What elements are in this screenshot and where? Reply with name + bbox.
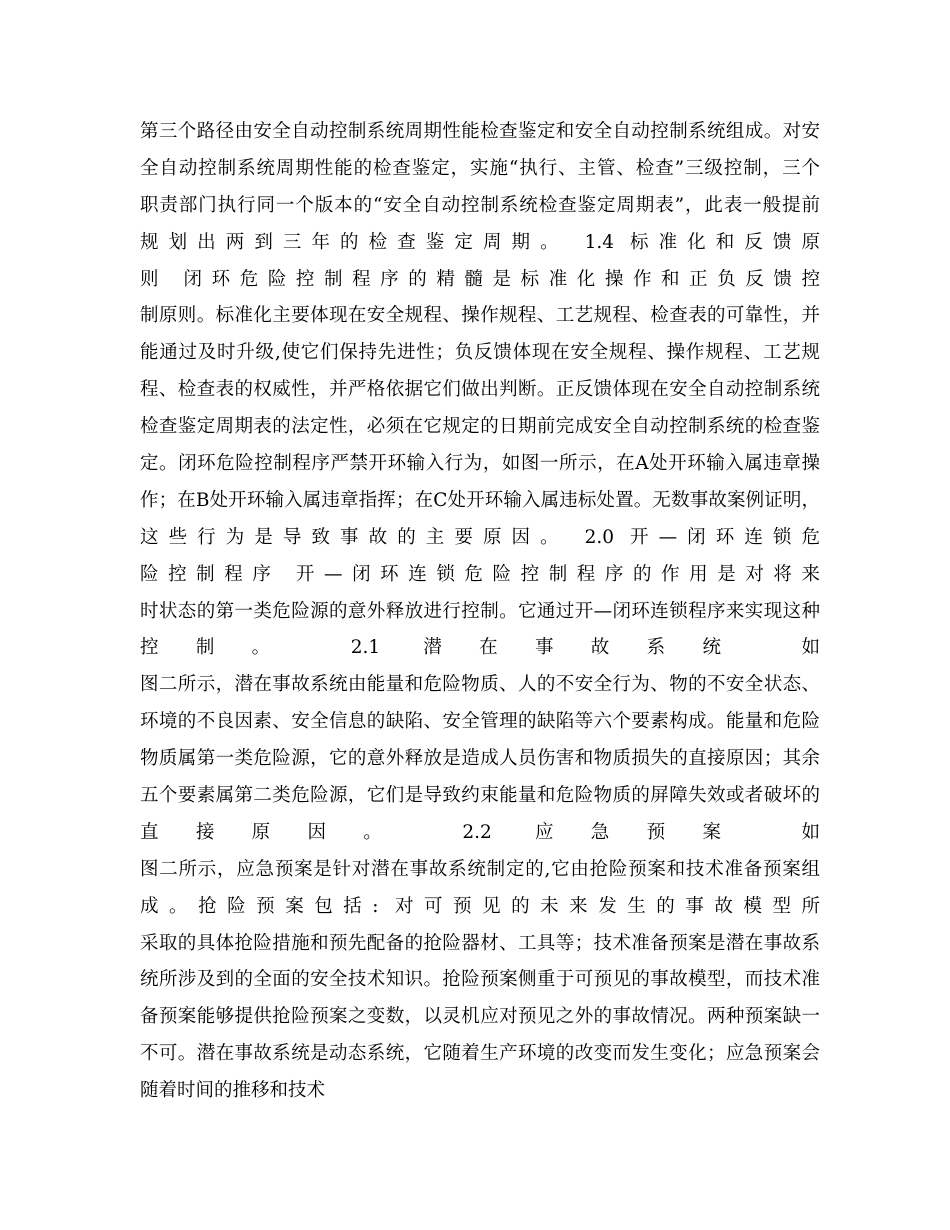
text-line: 检查鉴定周期表的法定性，必须在它规定的日期前完成安全自动控制系统的检查鉴 — [140, 416, 820, 438]
text-line: 不可。潜在事故系统是动态系统，它随着生产环境的改变而发生变化；应急预案会 — [140, 1043, 820, 1065]
text-line: 第三个路径由安全自动控制系统周期性能检查鉴定和安全自动控制系统组成。对安 — [140, 121, 820, 142]
body-text — [140, 114, 820, 1110]
text-line: 这些行为是导致事故的主要原因。 2.0 开—闭环连锁危 — [140, 526, 820, 548]
text-line: 程、检查表的权威性，并严格依据它们做出判断。正反馈体现在安全自动控制系统 — [140, 379, 820, 401]
text-line: 图二所示，潜在事故系统由能量和危险物质、人的不安全行为、物的不安全状态、 — [140, 674, 820, 696]
text-line: 能通过及时升级,使它们保持先进性；负反馈体现在安全规程、操作规程、工艺规 — [140, 342, 820, 364]
text-line: 物质属第一类危险源，它的意外释放是造成人员伤害和物质损失的直接原因；其余 — [140, 748, 820, 770]
text-line: 直接原因。 2.2 应急预案 如 — [140, 821, 820, 843]
text-line: 随着时间的推移和技术 — [140, 1080, 326, 1102]
text-line: 控制。 2.1 潜在事故系统 如 — [140, 637, 820, 659]
text-line: 统所涉及到的全面的安全技术知识。抢险预案侧重于可预见的事故模型，而技术准 — [140, 969, 820, 991]
text-line: 制原则。标准化主要体现在安全规程、操作规程、工艺规程、检查表的可靠性，并 — [140, 305, 820, 327]
text-line: 规划出两到三年的检查鉴定周期。 1.4 标准化和反馈原 — [140, 231, 820, 253]
text-line: 全自动控制系统周期性能的检查鉴定，实施“执行、主管、检查”三级控制，三个 — [140, 157, 820, 179]
text-line: 时状态的第一类危险源的意外释放进行控制。它通过开—闭环连锁程序来实现这种 — [140, 600, 820, 622]
text-line: 则 闭环危险控制程序的精髓是标准化操作和正负反馈控 — [140, 268, 820, 290]
text-line: 险控制程序 开—闭环连锁危险控制程序的作用是对将来 — [140, 563, 820, 585]
text-line: 成。抢险预案包括: 对可预见的未来发生的事故模型所 — [140, 895, 820, 917]
text-line: 采取的具体抢险措施和预先配备的抢险器材、工具等；技术准备预案是潜在事故系 — [140, 932, 820, 954]
text-line: 备预案能够提供抢险预案之变数，以灵机应对预见之外的事故情况。两种预案缺一 — [140, 1006, 820, 1028]
text-line: 作；在B处开环输入属违章指挥；在C处开环输入属违标处置。无数事故案例证明， — [140, 489, 820, 511]
text-line: 图二所示，应急预案是针对潜在事故系统制定的,它由抢险预案和技术准备预案组 — [140, 858, 820, 880]
text-line: 五个要素属第二类危险源，它们是导致约束能量和危险物质的屏障失效或者破坏的 — [140, 785, 820, 807]
text-line: 环境的不良因素、安全信息的缺陷、安全管理的缺陷等六个要素构成。能量和危险 — [140, 711, 820, 733]
text-line: 定。闭环危险控制程序严禁开环输入行为，如图一所示，在A处开环输入属违章操 — [140, 453, 820, 475]
text-line: 职责部门执行同一个版本的“安全自动控制系统检查鉴定周期表”，此表一般提前 — [140, 194, 820, 216]
